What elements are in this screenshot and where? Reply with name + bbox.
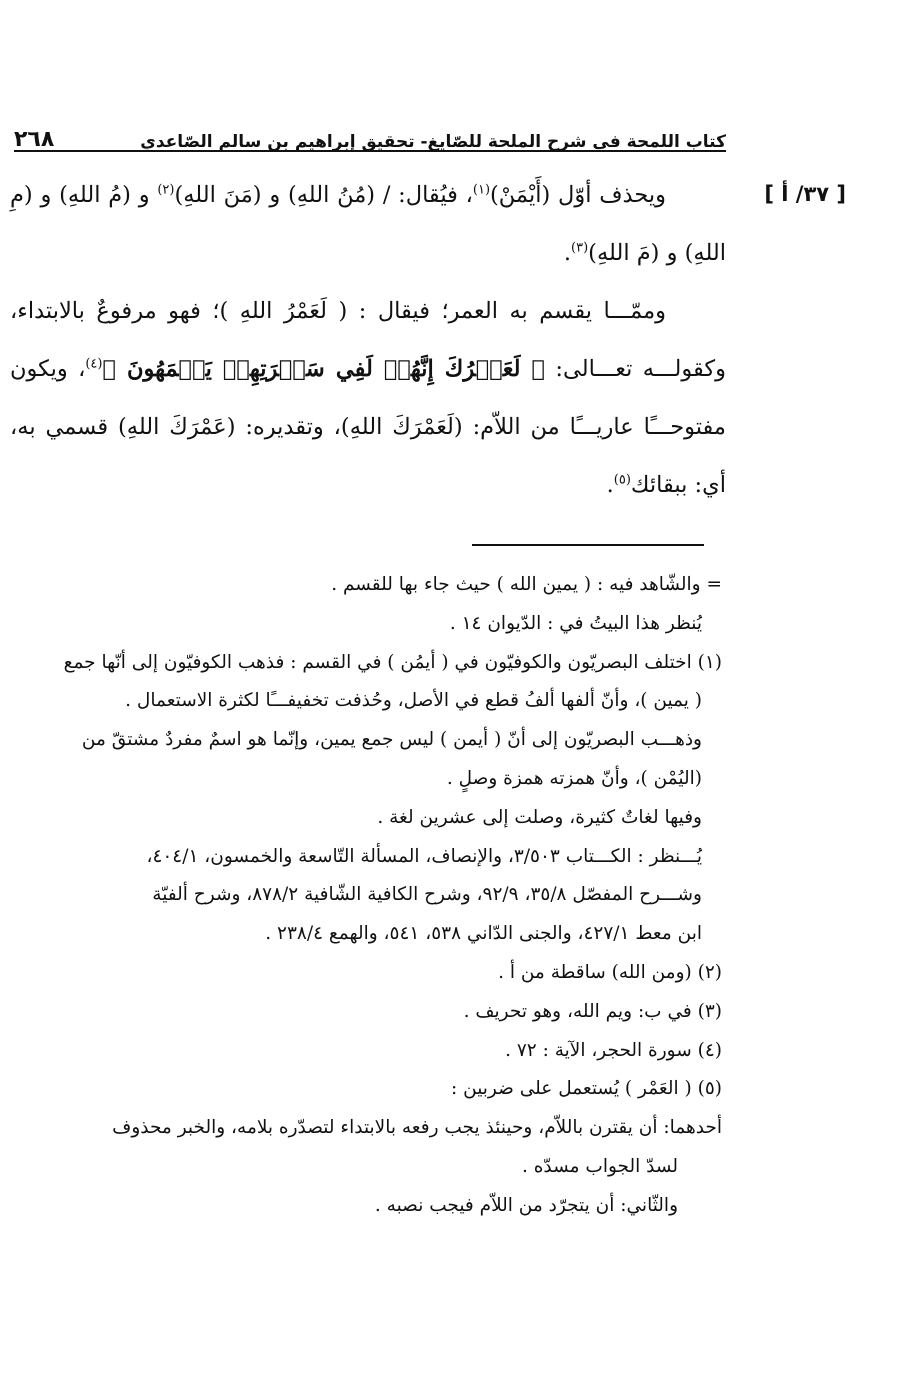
footnote-line: = والشّاهد فيه : ( يمين الله ) حيث جاء بها للقسم . bbox=[331, 574, 722, 595]
footnote-separator bbox=[472, 544, 704, 546]
page-number: ٢٦٨ bbox=[14, 127, 55, 152]
footnote-line: يُـــنظر : الكـــتاب ٣/٥٠٣، والإنصاف، المسألة التّاسعة والخمسون، ٤٠٤/١، bbox=[146, 845, 702, 867]
footnote-line: ( يمين )، وأنّ ألفها ألفُ قطع في الأصل، وحُذفت تخفيفـــًا لكثرة الاستعمال . bbox=[125, 690, 702, 712]
footnote-line: يُنظر هذا البيتُ في : الدّيوان ١٤ . bbox=[449, 612, 702, 634]
footnote-line: (١) اختلف البصريّون والكوفيّون في ( أيمُن ) في القسم : فذهب الكوفيّون إلى أنّها جمع bbox=[63, 651, 722, 673]
footnotes bbox=[10, 566, 722, 1226]
footnote-ref-3: (٣) bbox=[571, 240, 589, 256]
text-run: ، فيُقال: / (مُنُ اللهِ) و (مَنَ اللهِ) bbox=[174, 182, 473, 208]
text-run: ويحذف أوّل (أَيْمَنْ) bbox=[490, 182, 666, 208]
main-paragraph-2 bbox=[10, 282, 726, 514]
text-run: ، ويكون مفتوحـــًا عاريـــًا من اللاّم: (لَعَمْرَكَ اللهِ)، وتقديره: (عَمْرَكَ اللهِ) قسمي به، أي: ببقائك bbox=[10, 356, 726, 498]
footnote-ref-1: (١) bbox=[472, 182, 491, 198]
text-run: و (مُ اللهِ) و (مِ اللهِ) و (مَ اللهِ) bbox=[10, 182, 726, 266]
text-run: . bbox=[606, 472, 614, 498]
footnote-line: وذهـــب البصريّون إلى أنّ ( أيمن ) ليس جمع يمين، وإنّما هو اسمٌ مفردٌ مشتقّ من bbox=[81, 729, 702, 751]
footnote-ref-5: (٥) bbox=[613, 472, 631, 488]
footnote-line: لسدّ الجواب مسدّه . bbox=[521, 1155, 678, 1177]
header-rule bbox=[14, 150, 726, 152]
main-text bbox=[10, 166, 726, 514]
text-run: . bbox=[563, 240, 572, 266]
main-paragraph-1 bbox=[10, 166, 726, 282]
text-run: وممّـــا يقسم به العمر؛ فيقال : ( لَعَمْرُ اللهِ )؛ فهو مرفوعٌ بالابتداء، وكقولـــه تعـــالى: bbox=[10, 298, 726, 382]
footnote-line: (٤) سورة الحجر، الآية : ٧٢ . bbox=[505, 1039, 722, 1061]
footnote-ref-4: (٤) bbox=[85, 356, 103, 372]
manuscript-folio-reference: [ ٣٧/ أ ] bbox=[764, 182, 846, 206]
running-header bbox=[14, 112, 726, 152]
quran-verse: ﴿ لَعَمۡرُكَ إِنَّهُمۡ لَفِي سَكۡرَتِهِمۡ يَعۡمَهُونَ ﴾ bbox=[102, 356, 546, 382]
footnote-line: ابن معط ٤٢٧/١، والجنى الدّاني ٥٣٨، ٥٤١، والهمع ٢٣٨/٤ . bbox=[265, 923, 702, 945]
running-title: كتاب اللمحة في شرح الملحة للصّايغ- تحقيق إبراهيم بن سالم الصّاعدي bbox=[140, 132, 726, 152]
footnote-ref-2: (٢) bbox=[157, 182, 175, 198]
footnote-line: والثّاني: أن يتجرّد من اللاّم فيجب نصبه . bbox=[374, 1194, 678, 1216]
footnote-line: (٣) في ب: ويم الله، وهو تحريف . bbox=[463, 1000, 722, 1022]
footnote-line: وشـــرح المفصّل ٣٥/٨، ٩٢/٩، وشرح الكافية الشّافية ٨٧٨/٢، وشرح ألفيّة bbox=[152, 884, 702, 906]
footnote-line: (اليُمْن )، وأنّ همزته همزة وصلٍ . bbox=[446, 767, 702, 789]
footnote-line: أحدهما: أن يقترن باللاّم، وحينئذ يجب رفعه بالابتداء لتصدّره بلامه، والخبر محذوف bbox=[112, 1117, 722, 1139]
footnote-line: وفيها لغاتٌ كثيرة، وصلت إلى عشرين لغة . bbox=[377, 806, 702, 828]
footnote-line: (٢) (ومن الله) ساقطة من أ . bbox=[498, 961, 722, 983]
footnote-line: (٥) ( العَمْر ) يُستعمل على ضربين : bbox=[451, 1078, 722, 1100]
